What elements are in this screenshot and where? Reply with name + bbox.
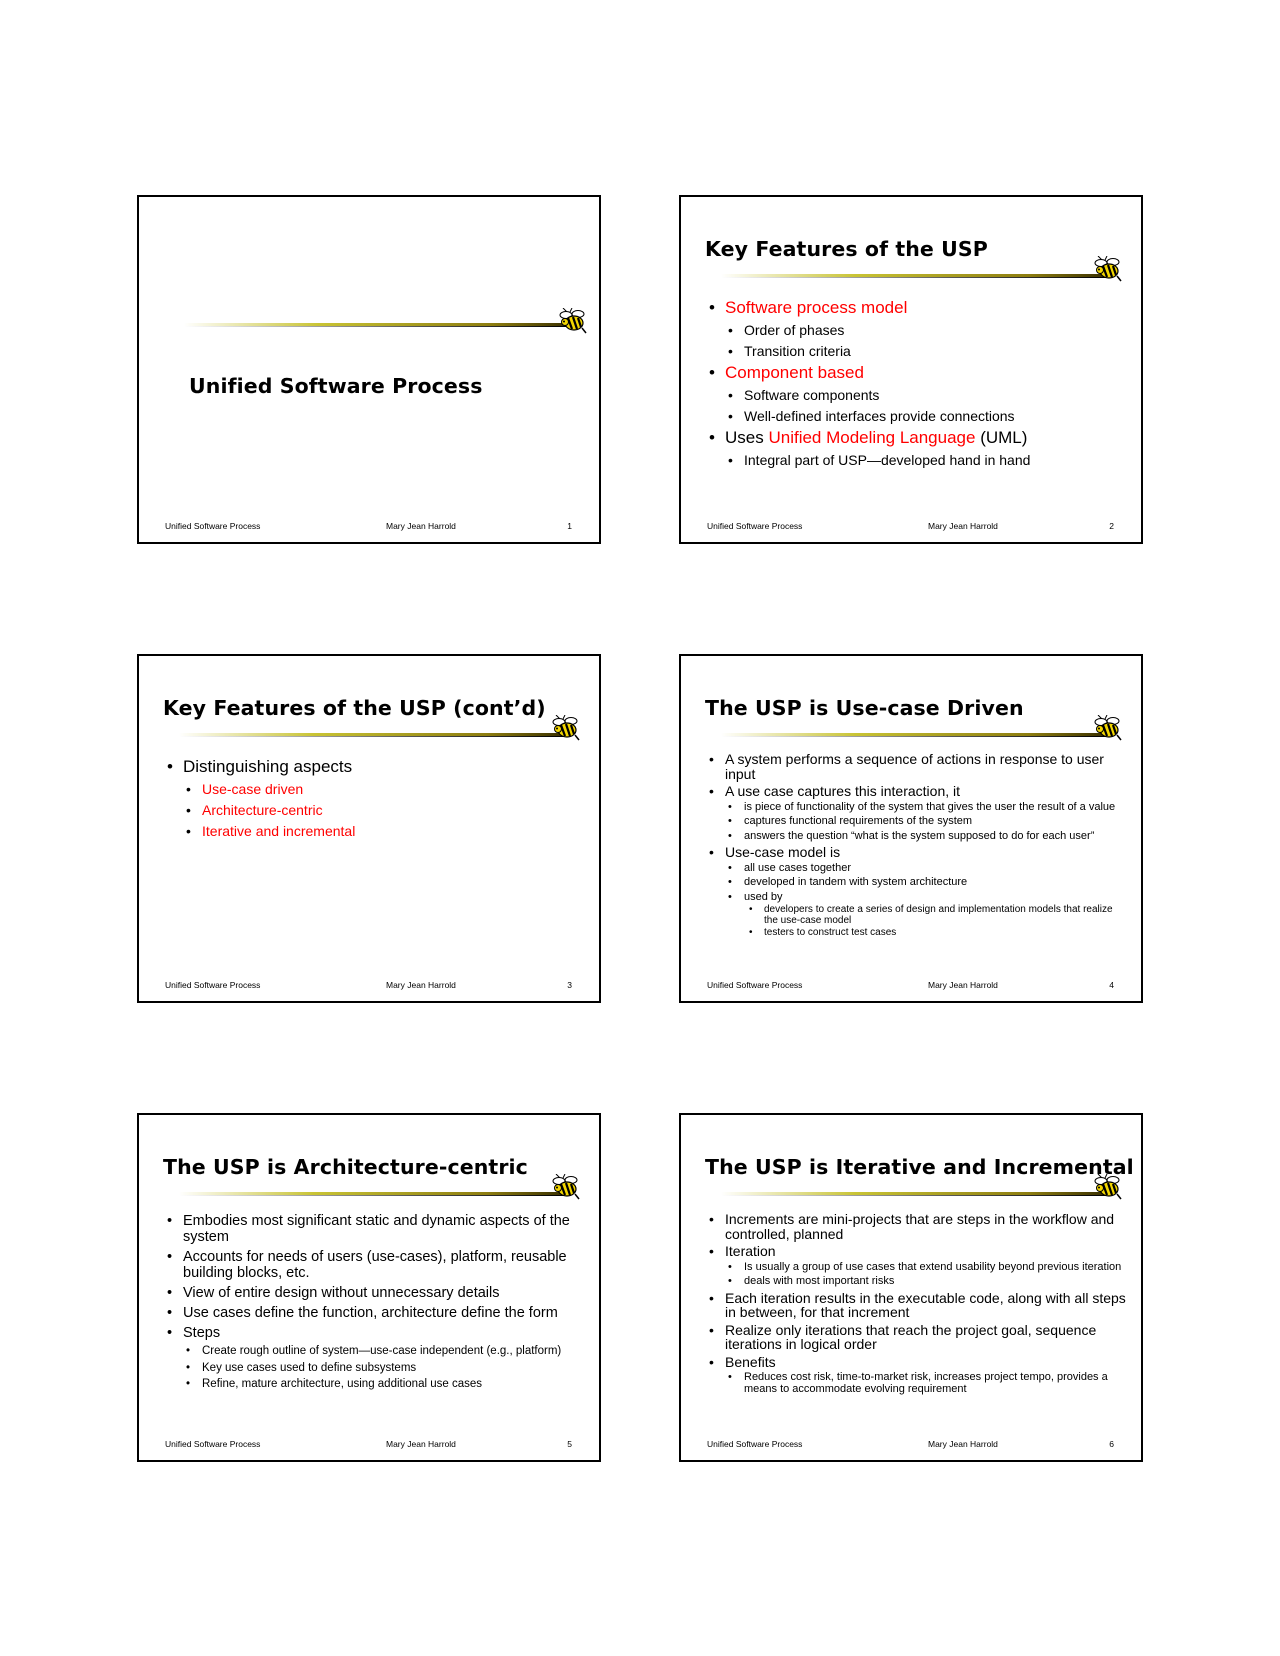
list-item: • Software process model [705,298,1127,318]
bee-logo-icon [558,308,588,334]
slide-title: Unified Software Process [189,374,483,398]
list-item: • developers to create a series of design and implementation models that realize the use-case model [705,905,1127,926]
slide-4 [679,654,1143,1003]
list-item: • Accounts for needs of users (use-cases), platform, reusable building blocks, etc. [163,1249,585,1281]
list-item: • deals with most important risks [705,1276,1127,1288]
footer-title: Unified Software Process [165,521,261,531]
slide-title: The USP is Architecture-centric [163,1155,528,1179]
bullet-list [705,749,1127,939]
text-run: Uses [725,428,769,447]
list-item: • Refine, mature architecture, using additional use cases [163,1378,585,1391]
list-item: • Use cases define the function, architecture define the form [163,1305,585,1321]
slide-2 [679,195,1143,544]
list-item: • Increments are mini-projects that are steps in the workflow and controlled, planned [705,1212,1127,1241]
bee-logo-icon [551,715,581,741]
list-item: • Iterative and incremental [163,823,585,840]
slide-title: The USP is Use-case Driven [705,696,1024,720]
bee-logo-icon [1093,715,1123,741]
slide-footer [139,1439,599,1451]
list-item: • Embodies most significant static and dynamic aspects of the system [163,1213,585,1245]
list-item: • used by [705,892,1127,904]
list-item: • Key use cases used to define subsystems [163,1362,585,1375]
slide-footer [139,980,599,992]
slide-footer [139,521,599,533]
slide-number: 6 [1109,1439,1114,1449]
slide-title: The USP is Iterative and Incremental [705,1155,1134,1179]
title-rule [184,323,569,326]
footer-author: Mary Jean Harrold [386,521,456,531]
list-item: • Reduces cost risk, time-to-market risk, increases project tempo, provides a means to accommodate evolving requirement [705,1372,1127,1395]
list-item: • Create rough outline of system—use-case independent (e.g., platform) [163,1345,585,1358]
title-rule [179,1192,564,1195]
bullet-list [705,1209,1127,1395]
list-item: • A system performs a sequence of actions in response to user input [705,752,1127,781]
text-run-emphasis: Unified Modeling Language [768,428,976,447]
list-item: • Component based [705,363,1127,383]
list-item: • Transition criteria [705,343,1127,360]
bee-logo-icon [1093,256,1123,282]
title-rule [721,274,1106,277]
list-item: • Is usually a group of use cases that extend usability beyond previous iteration [705,1262,1127,1274]
list-item: • Integral part of USP—developed hand in hand [705,452,1127,469]
footer-author: Mary Jean Harrold [928,980,998,990]
footer-author: Mary Jean Harrold [928,1439,998,1449]
footer-title: Unified Software Process [165,980,261,990]
slide-number: 3 [567,980,572,990]
list-item: • Well-defined interfaces provide connections [705,408,1127,425]
list-item: • Use-case driven [163,781,585,798]
slide-5 [137,1113,601,1462]
list-item: • Architecture-centric [163,802,585,819]
bullet-list [163,1209,585,1391]
slide-number: 1 [567,521,572,531]
list-item: • A use case captures this interaction, it [705,784,1127,799]
bee-logo-icon [1093,1174,1123,1200]
list-item: • is piece of functionality of the system that gives the user the result of a value [705,802,1127,814]
list-item: • testers to construct test cases [705,928,1127,939]
list-item: • Software components [705,387,1127,404]
slide-number: 2 [1109,521,1114,531]
slide-1 [137,195,601,544]
slide-footer [681,980,1141,992]
footer-title: Unified Software Process [707,980,803,990]
slide-footer [681,1439,1141,1451]
slide-6 [679,1113,1143,1462]
list-item: • answers the question “what is the system supposed to do for each user” [705,831,1127,843]
list-item: • Iteration [705,1244,1127,1259]
title-rule [721,1192,1106,1195]
list-item: • Each iteration results in the executable code, along with all steps in between, for that increment [705,1291,1127,1320]
list-item [705,428,1127,448]
footer-author: Mary Jean Harrold [928,521,998,531]
footer-title: Unified Software Process [165,1439,261,1449]
list-item: • View of entire design without unnecessary details [163,1285,585,1301]
title-rule [721,733,1106,736]
list-item: • Benefits [705,1355,1127,1370]
title-rule [179,733,564,736]
slide-title: Key Features of the USP (cont’d) [163,696,546,720]
slide-footer [681,521,1141,533]
list-item: • Realize only iterations that reach the project goal, sequence iterations in logical order [705,1323,1127,1352]
text-run: (UML) [975,428,1028,447]
slide-number: 5 [567,1439,572,1449]
list-item: • all use cases together [705,863,1127,875]
list-item: • Steps [163,1325,585,1341]
list-item: • developed in tandem with system architecture [705,877,1127,889]
list-item: • Distinguishing aspects [163,757,585,777]
footer-author: Mary Jean Harrold [386,1439,456,1449]
list-item: • Use-case model is [705,845,1127,860]
bullet-list [163,754,585,840]
list-item: • Order of phases [705,322,1127,339]
list-item: • captures functional requirements of the system [705,816,1127,828]
slide-3 [137,654,601,1003]
footer-title: Unified Software Process [707,521,803,531]
slide-number: 4 [1109,980,1114,990]
slide-title: Key Features of the USP [705,237,988,261]
footer-title: Unified Software Process [707,1439,803,1449]
bee-logo-icon [551,1174,581,1200]
bullet-list [705,295,1127,469]
footer-author: Mary Jean Harrold [386,980,456,990]
